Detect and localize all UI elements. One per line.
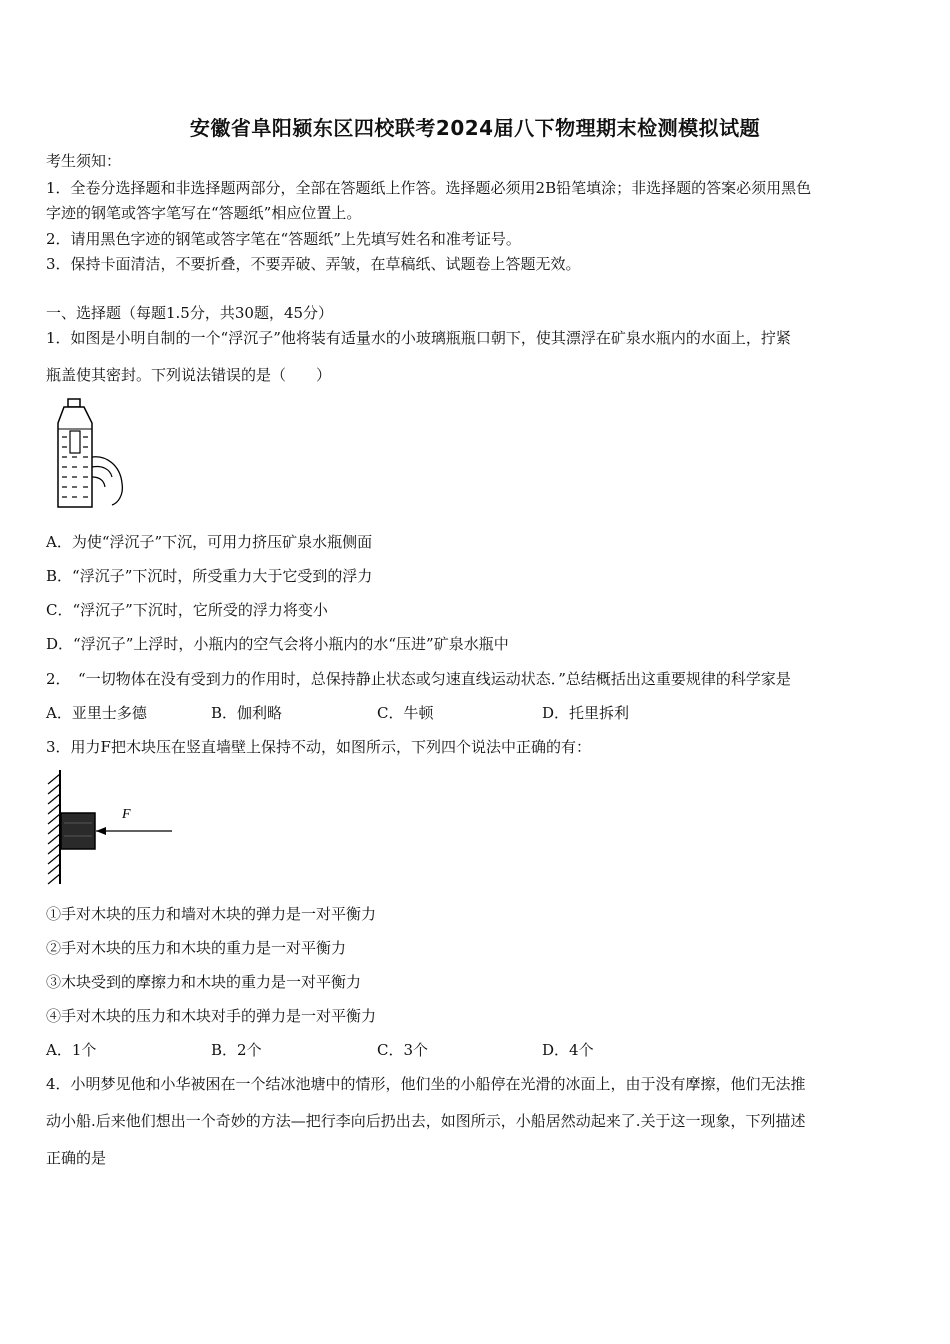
q2-option-a: A．亚里士多德: [46, 704, 147, 722]
q3-statement-3: ③木块受到的摩擦力和木块的重力是一对平衡力: [46, 973, 362, 991]
page-title: 安徽省阜阳颍东区四校联考2024届八下物理期末检测模拟试题: [189, 116, 761, 140]
force-label: F: [122, 807, 131, 822]
q4-line-2: 动小船.后来他们想出一个奇妙的方法—把行李向后扔出去，如图所示，小船居然动起来了.关于这一现象，下列描述: [46, 1112, 806, 1130]
q3-statement-2: ②手对木块的压力和木块的重力是一对平衡力: [46, 939, 347, 957]
notice-line-4: 3．保持卡面清洁，不要折叠，不要弄破、弄皱，在草稿纸、试题卷上答题无效。: [46, 255, 581, 273]
q1-stem-line-2: 瓶盖使其密封。下列说法错误的是（ ）: [46, 366, 332, 384]
q1-stem-line-1: 1．如图是小明自制的一个“浮沉子”他将装有适量水的小玻璃瓶瓶口朝下，使其漂浮在矿泉水瓶内的水面上，拧紧: [46, 329, 791, 347]
notice-line-1: 1．全卷分选择题和非选择题两部分，全部在答题纸上作答。选择题必须用2B铅笔填涂；非选择题的答案必须用黑色: [46, 179, 812, 197]
q3-option-a: A．1个: [46, 1041, 97, 1059]
section-heading: 一、选择题（每题1.5分，共30题，45分）: [46, 304, 334, 322]
q2-option-b: B．伽利略: [211, 704, 283, 722]
q3-stem: 3．用力F把木块压在竖直墙壁上保持不动，如图所示，下列四个说法中正确的有：: [46, 738, 591, 756]
q1-option-d: D．“浮沉子”上浮时，小瓶内的空气会将小瓶内的水“压进”矿泉水瓶中: [46, 635, 509, 653]
q3-option-b: B．2个: [211, 1041, 262, 1059]
wall-block-figure: [40, 768, 180, 886]
q3-option-c: C．3个: [377, 1041, 429, 1059]
q2-stem: 2． “一切物体在没有受到力的作用时，总保持静止状态或匀速直线运动状态．”总结概括出这重要规律的科学家是: [46, 670, 791, 688]
q2-option-d: D．托里拆利: [542, 704, 630, 722]
q4-line-1: 4．小明梦见他和小华被困在一个结冰池塘中的情形，他们坐的小船停在光滑的冰面上，由于没有摩擦，他们无法推: [46, 1075, 806, 1093]
bottle-figure: [50, 395, 135, 515]
q3-statement-1: ①手对木块的压力和墙对木块的弹力是一对平衡力: [46, 905, 377, 923]
q1-option-c: C．“浮沉子”下沉时，它所受的浮力将变小: [46, 601, 328, 619]
q3-statement-4: ④手对木块的压力和木块对手的弹力是一对平衡力: [46, 1007, 377, 1025]
q2-option-c: C．牛顿: [377, 704, 434, 722]
q1-option-b: B．“浮沉子”下沉时，所受重力大于它受到的浮力: [46, 567, 373, 585]
notice-line-3: 2．请用黑色字迹的钢笔或答字笔在“答题纸”上先填写姓名和准考证号。: [46, 230, 521, 248]
q1-option-a: A．为使“浮沉子”下沉，可用力挤压矿泉水瓶侧面: [46, 533, 373, 551]
q4-line-3: 正确的是: [46, 1149, 107, 1167]
notice-heading: 考生须知：: [46, 152, 122, 170]
notice-line-2: 字迹的钢笔或答字笔写在“答题纸”相应位置上。: [46, 204, 362, 222]
q3-option-d: D．4个: [542, 1041, 594, 1059]
